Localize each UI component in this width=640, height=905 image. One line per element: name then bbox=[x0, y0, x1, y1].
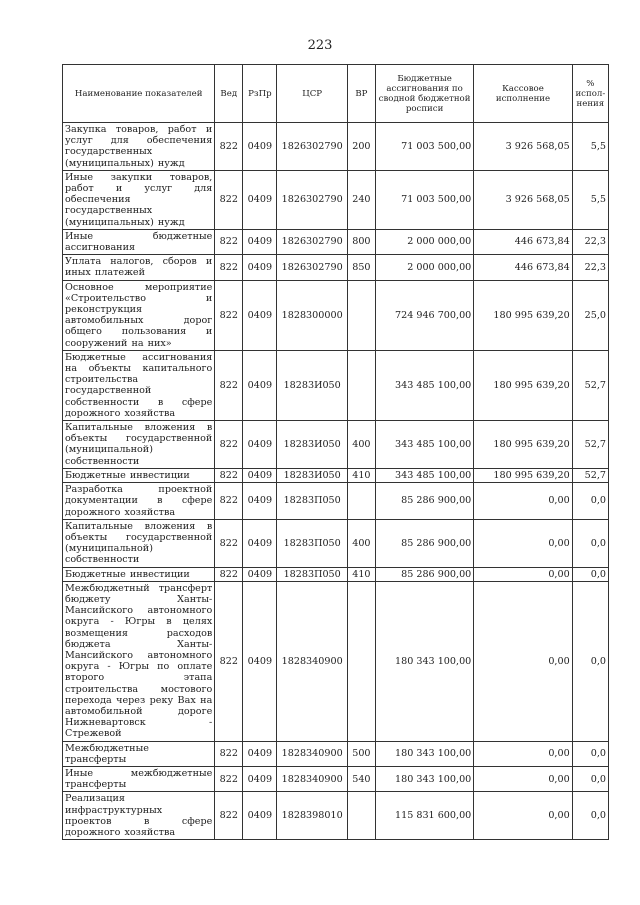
header-cash: Кассовое исполнение bbox=[474, 65, 572, 123]
row-vr bbox=[347, 792, 375, 840]
row-ved: 822 bbox=[215, 766, 243, 791]
row-name: Иные бюджетные ассигнования bbox=[63, 229, 215, 254]
table-header-row bbox=[63, 65, 609, 123]
row-cash: 180 995 639,20 bbox=[474, 280, 572, 350]
row-ved: 822 bbox=[215, 123, 243, 171]
row-budget: 85 286 900,00 bbox=[375, 567, 473, 581]
row-name: Иные закупки товаров, работ и услуг для обеспечения государственных (муниципальных) нужд bbox=[63, 170, 215, 229]
row-rzpr: 0409 bbox=[243, 255, 277, 280]
row-budget: 2 000 000,00 bbox=[375, 255, 473, 280]
row-cash: 0,00 bbox=[474, 483, 572, 520]
table-row bbox=[63, 350, 609, 420]
row-ved: 822 bbox=[215, 792, 243, 840]
row-csr: 18283П050 bbox=[277, 483, 347, 520]
row-ved: 822 bbox=[215, 567, 243, 581]
table-row bbox=[63, 519, 609, 567]
row-budget: 115 831 600,00 bbox=[375, 792, 473, 840]
table-row bbox=[63, 123, 609, 171]
row-vr: 410 bbox=[347, 468, 375, 482]
row-budget: 724 946 700,00 bbox=[375, 280, 473, 350]
table-row bbox=[63, 581, 609, 741]
row-rzpr: 0409 bbox=[243, 483, 277, 520]
row-csr: 18283И050 bbox=[277, 421, 347, 469]
row-percent: 0,0 bbox=[572, 519, 608, 567]
row-rzpr: 0409 bbox=[243, 468, 277, 482]
row-name: Бюджетные ассигнования на объекты капитального строительства государственной собственности в сфере дорожного хозяйства bbox=[63, 350, 215, 420]
row-csr: 1828300000 bbox=[277, 280, 347, 350]
row-vr: 410 bbox=[347, 567, 375, 581]
row-percent: 52,7 bbox=[572, 421, 608, 469]
row-percent: 25,0 bbox=[572, 280, 608, 350]
row-name: Уплата налогов, сборов и иных платежей bbox=[63, 255, 215, 280]
row-rzpr: 0409 bbox=[243, 581, 277, 741]
header-budget: Бюджетные ассигнования по сводной бюджетной росписи bbox=[375, 65, 473, 123]
table-row bbox=[63, 255, 609, 280]
row-budget: 71 003 500,00 bbox=[375, 170, 473, 229]
row-percent: 0,0 bbox=[572, 792, 608, 840]
row-vr: 500 bbox=[347, 741, 375, 766]
row-budget: 85 286 900,00 bbox=[375, 483, 473, 520]
table-row bbox=[63, 229, 609, 254]
row-budget: 180 343 100,00 bbox=[375, 581, 473, 741]
row-ved: 822 bbox=[215, 280, 243, 350]
row-csr: 18283П050 bbox=[277, 567, 347, 581]
row-rzpr: 0409 bbox=[243, 766, 277, 791]
row-percent: 0,0 bbox=[572, 766, 608, 791]
row-vr: 800 bbox=[347, 229, 375, 254]
table-row bbox=[63, 766, 609, 791]
header-csr: ЦСР bbox=[277, 65, 347, 123]
table-row bbox=[63, 421, 609, 469]
row-name: Межбюджетные трансферты bbox=[63, 741, 215, 766]
row-name: Капитальные вложения в объекты государственной (муниципальной) собственности bbox=[63, 421, 215, 469]
page-number: 223 bbox=[307, 38, 333, 53]
row-cash: 180 995 639,20 bbox=[474, 350, 572, 420]
row-vr: 400 bbox=[347, 421, 375, 469]
row-vr bbox=[347, 581, 375, 741]
row-budget: 71 003 500,00 bbox=[375, 123, 473, 171]
row-csr: 1826302790 bbox=[277, 123, 347, 171]
row-name: Реализация инфраструктурных проектов в сфере дорожного хозяйства bbox=[63, 792, 215, 840]
table-row bbox=[63, 170, 609, 229]
table-row bbox=[63, 468, 609, 482]
row-rzpr: 0409 bbox=[243, 741, 277, 766]
row-csr: 18283П050 bbox=[277, 519, 347, 567]
table-row bbox=[63, 567, 609, 581]
row-percent: 22,3 bbox=[572, 255, 608, 280]
row-ved: 822 bbox=[215, 519, 243, 567]
row-rzpr: 0409 bbox=[243, 170, 277, 229]
header-name: Наименование показателей bbox=[63, 65, 215, 123]
row-percent: 5,5 bbox=[572, 123, 608, 171]
row-cash: 0,00 bbox=[474, 581, 572, 741]
row-rzpr: 0409 bbox=[243, 229, 277, 254]
row-percent: 0,0 bbox=[572, 483, 608, 520]
row-percent: 22,3 bbox=[572, 229, 608, 254]
row-budget: 2 000 000,00 bbox=[375, 229, 473, 254]
row-vr: 850 bbox=[347, 255, 375, 280]
row-csr: 1828398010 bbox=[277, 792, 347, 840]
header-vr: ВР bbox=[347, 65, 375, 123]
row-name: Основное мероприятие «Строительство и реконструкция автомобильных дорог общего пользования и сооружений на них» bbox=[63, 280, 215, 350]
row-cash: 180 995 639,20 bbox=[474, 421, 572, 469]
table-row bbox=[63, 792, 609, 840]
row-name: Бюджетные инвестиции bbox=[63, 567, 215, 581]
row-cash: 0,00 bbox=[474, 519, 572, 567]
row-ved: 822 bbox=[215, 483, 243, 520]
row-budget: 343 485 100,00 bbox=[375, 350, 473, 420]
row-vr bbox=[347, 483, 375, 520]
row-csr: 1826302790 bbox=[277, 255, 347, 280]
row-ved: 822 bbox=[215, 170, 243, 229]
budget-execution-table bbox=[62, 64, 609, 840]
row-budget: 85 286 900,00 bbox=[375, 519, 473, 567]
row-csr: 1826302790 bbox=[277, 170, 347, 229]
row-rzpr: 0409 bbox=[243, 350, 277, 420]
table-row bbox=[63, 741, 609, 766]
row-name: Капитальные вложения в объекты государственной (муниципальной) собственности bbox=[63, 519, 215, 567]
row-percent: 52,7 bbox=[572, 468, 608, 482]
row-csr: 18283И050 bbox=[277, 350, 347, 420]
row-percent: 0,0 bbox=[572, 567, 608, 581]
row-cash: 0,00 bbox=[474, 567, 572, 581]
row-percent: 5,5 bbox=[572, 170, 608, 229]
row-rzpr: 0409 bbox=[243, 567, 277, 581]
row-name: Разработка проектной документации в сфере дорожного хозяйства bbox=[63, 483, 215, 520]
row-cash: 0,00 bbox=[474, 766, 572, 791]
row-name: Бюджетные инвестиции bbox=[63, 468, 215, 482]
row-vr bbox=[347, 280, 375, 350]
header-ved: Вед bbox=[215, 65, 243, 123]
row-cash: 180 995 639,20 bbox=[474, 468, 572, 482]
row-percent: 52,7 bbox=[572, 350, 608, 420]
row-rzpr: 0409 bbox=[243, 123, 277, 171]
row-budget: 180 343 100,00 bbox=[375, 766, 473, 791]
row-rzpr: 0409 bbox=[243, 519, 277, 567]
row-percent: 0,0 bbox=[572, 581, 608, 741]
row-csr: 18283И050 bbox=[277, 468, 347, 482]
row-csr: 1828340900 bbox=[277, 766, 347, 791]
row-vr: 400 bbox=[347, 519, 375, 567]
row-cash: 3 926 568,05 bbox=[474, 170, 572, 229]
table-body bbox=[63, 123, 609, 840]
row-ved: 822 bbox=[215, 255, 243, 280]
row-ved: 822 bbox=[215, 350, 243, 420]
row-budget: 343 485 100,00 bbox=[375, 468, 473, 482]
row-rzpr: 0409 bbox=[243, 280, 277, 350]
row-name: Межбюджетный трансферт бюджету Ханты-Мансийского автономного округа - Югры в целях возмещения расходов бюджета Ханты-Мансийского автономного округа - Югры по оплате второго этапа строительства мостового перехода через реку Вах на автомобильной дороге Нижневартовск - Стрежевой bbox=[63, 581, 215, 741]
row-cash: 0,00 bbox=[474, 792, 572, 840]
table-row bbox=[63, 280, 609, 350]
table-row bbox=[63, 483, 609, 520]
row-cash: 3 926 568,05 bbox=[474, 123, 572, 171]
row-cash: 446 673,84 bbox=[474, 229, 572, 254]
row-rzpr: 0409 bbox=[243, 792, 277, 840]
row-ved: 822 bbox=[215, 581, 243, 741]
row-budget: 180 343 100,00 bbox=[375, 741, 473, 766]
row-percent: 0,0 bbox=[572, 741, 608, 766]
row-vr: 200 bbox=[347, 123, 375, 171]
header-percent: % испол-нения bbox=[572, 65, 608, 123]
row-name: Закупка товаров, работ и услуг для обеспечения государственных (муниципальных) нужд bbox=[63, 123, 215, 171]
row-csr: 1828340900 bbox=[277, 581, 347, 741]
row-ved: 822 bbox=[215, 741, 243, 766]
row-ved: 822 bbox=[215, 229, 243, 254]
row-cash: 0,00 bbox=[474, 741, 572, 766]
row-vr: 540 bbox=[347, 766, 375, 791]
row-cash: 446 673,84 bbox=[474, 255, 572, 280]
row-vr bbox=[347, 350, 375, 420]
row-ved: 822 bbox=[215, 468, 243, 482]
row-budget: 343 485 100,00 bbox=[375, 421, 473, 469]
row-csr: 1828340900 bbox=[277, 741, 347, 766]
row-name: Иные межбюджетные трансферты bbox=[63, 766, 215, 791]
row-vr: 240 bbox=[347, 170, 375, 229]
row-csr: 1826302790 bbox=[277, 229, 347, 254]
header-rzpr: РзПр bbox=[243, 65, 277, 123]
row-rzpr: 0409 bbox=[243, 421, 277, 469]
row-ved: 822 bbox=[215, 421, 243, 469]
